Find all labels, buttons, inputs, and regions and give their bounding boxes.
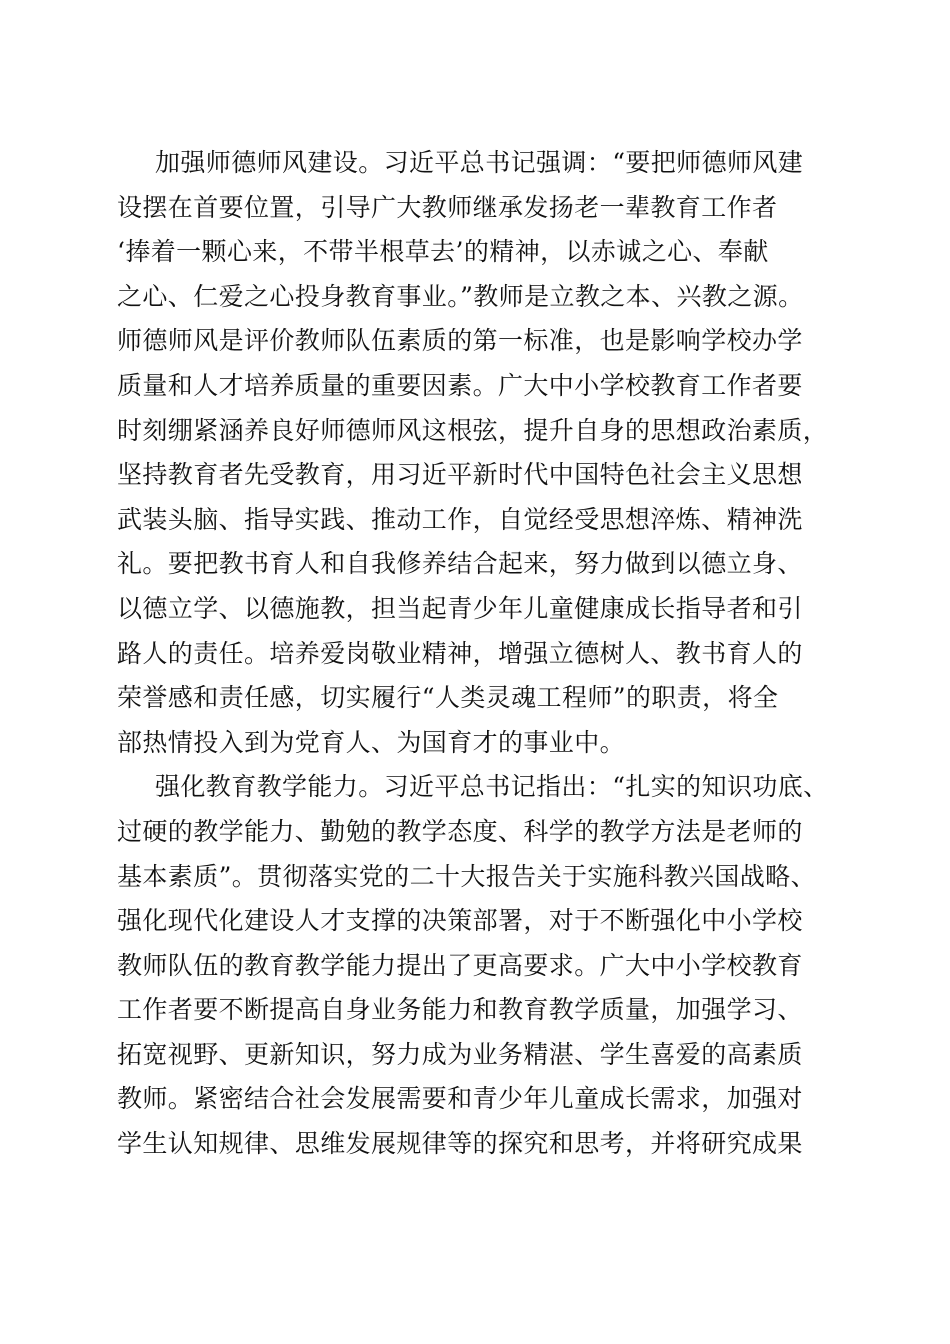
- text-line: ‘捧着一颗心来，不带半根草去’的精神，以赤诚之心、奉献: [117, 237, 769, 267]
- text-line: 坚持教育者先受教育，用习近平新时代中国特色社会主义思想: [117, 460, 803, 490]
- paragraph-teaching-ability: [117, 765, 837, 1166]
- text-line: 过硬的教学能力、勤勉的教学态度、科学的教学方法是老师的: [117, 816, 803, 846]
- paragraph-teacher-ethics: [117, 141, 837, 765]
- text-line: 荣誉感和责任感，切实履行“人类灵魂工程师”的职责，将全: [117, 683, 779, 713]
- text-line: 强化现代化建设人才支撑的决策部署，对于不断强化中小学校: [117, 906, 803, 936]
- text-line: 礼。要把教书育人和自我修养结合起来，努力做到以德立身、: [117, 549, 803, 579]
- text-line: 师德师风是评价教师队伍素质的第一标准，也是影响学校办学: [117, 326, 803, 356]
- text-line: 武装头脑、指导实践、推动工作，自觉经受思想淬炼、精神洗: [117, 504, 803, 534]
- text-line: 之心、仁爱之心投身教育事业。”教师是立教之本、兴教之源。: [117, 281, 804, 311]
- text-line: 学生认知规律、思维发展规律等的探究和思考，并将研究成果: [117, 1129, 803, 1159]
- text-line: 部热情投入到为党育人、为国育才的事业中。: [117, 727, 626, 757]
- text-line: 质量和人才培养质量的重要因素。广大中小学校教育工作者要: [117, 370, 803, 400]
- text-line: 设摆在首要位置，引导广大教师继承发扬老一辈教育工作者: [117, 192, 778, 222]
- text-line: 以德立学、以德施教，担当起青少年儿童健康成长指导者和引: [117, 593, 803, 623]
- text-line: 路人的责任。培养爱岗敬业精神，增强立德树人、教书育人的: [117, 638, 803, 668]
- text-line: 基本素质”。贯彻落实党的二十大报告关于实施科教兴国战略、: [117, 861, 816, 891]
- body-text: [117, 141, 837, 1167]
- text-line: 时刻绷紧涵养良好师德师风这根弦，提升自身的思想政治素质，: [117, 415, 829, 445]
- text-line: 教师队伍的教育教学能力提出了更高要求。广大中小学校教育: [117, 950, 803, 980]
- text-line: 加强师德师风建设。习近平总书记强调：“要把师德师风建: [155, 148, 804, 177]
- text-line: 教师。紧密结合社会发展需要和青少年儿童成长需求，加强对: [117, 1084, 803, 1114]
- text-line: 工作者要不断提高自身业务能力和教育教学质量，加强学习、: [117, 995, 803, 1025]
- text-line: 拓宽视野、更新知识，努力成为业务精湛、学生喜爱的高素质: [117, 1039, 803, 1069]
- text-line: 强化教育教学能力。习近平总书记指出：“扎实的知识功底、: [155, 772, 829, 802]
